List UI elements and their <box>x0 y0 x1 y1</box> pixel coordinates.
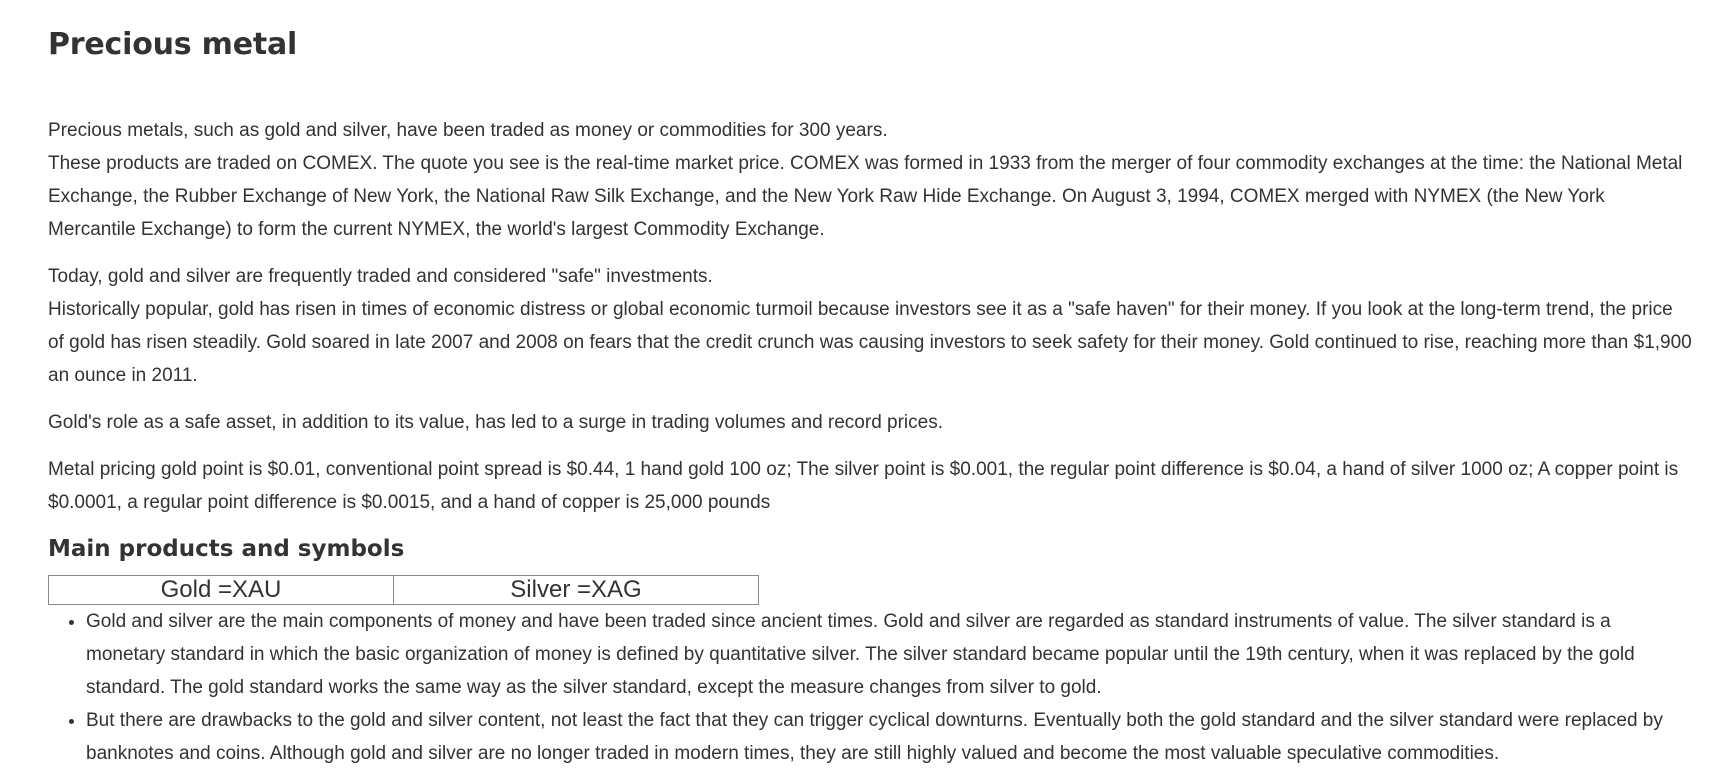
safe-asset-paragraph: Gold's role as a safe asset, in addition to its value, has led to a surge in trading volumes and record prices. <box>48 412 944 433</box>
list-item: • But there are drawbacks to the gold and silver content, not least the fact that they can trigger cyclical downturns. Eventually both the gold standard and the silver standard were replaced by banknotes and coins. Although gold and silver are no longer traded in modern times, they are still highly valued and become the most valuable speculative commodities. <box>86 704 1692 770</box>
list-item: • Gold and silver are the main components of money and have been traded since ancient times. Gold and silver are regarded as standard instruments of value. The silver standard is a monetary standard in which the basic organization of money is defined by quantitative silver. The silver standard became popular until the 19th century, when it was replaced by the gold standard. The gold standard works the same way as the silver standard, except the measure changes from silver to gold. <box>86 605 1692 704</box>
symbols-table <box>48 575 759 605</box>
gold-symbol-cell: Gold =XAU <box>49 576 394 605</box>
today-paragraph-2: Historically popular, gold has risen in times of economic distress or global economic turmoil because investors see it as a "safe haven" for their money. If you look at the long-term trend, the price of gold has risen steadily. Gold soared in late 2007 and 2008 on fears that the credit crunch was causing investors to seek safety for their money. Gold continued to rise, reaching more than $1,900 an ounce in 2011. <box>48 299 1692 386</box>
page-title: Precious metal <box>48 27 298 62</box>
silver-symbol-cell: Silver =XAG <box>394 576 759 605</box>
intro-paragraph-2: These products are traded on COMEX. The quote you see is the real-time market price. COMEX was formed in 1933 from the merger of four commodity exchanges at the time: the National Metal Exchange, the Rubber Exchange of New York, the National Raw Silk Exchange, and the New York Raw Hide Exchange. On August 3, 1994, COMEX merged with NYMEX (the New York Mercantile Exchange) to form the current NYMEX, the world's largest Commodity Exchange. <box>48 153 1683 240</box>
intro-paragraph-1: Precious metals, such as gold and silver, have been traded as money or commodities for 300 years. <box>48 120 888 141</box>
table-row <box>49 576 759 605</box>
pricing-paragraph: Metal pricing gold point is $0.01, conventional point spread is $0.44, 1 hand gold 100 oz; The silver point is $0.001, the regular point difference is $0.04, a hand of silver 1000 oz; A copper point is $0.0001, a regular point difference is $0.0015, and a hand of copper is 25,000 pounds <box>48 459 1679 513</box>
products-heading: Main products and symbols <box>48 536 405 562</box>
today-paragraph-1: Today, gold and silver are frequently traded and considered "safe" investments. <box>48 266 713 287</box>
history-list <box>48 605 1692 770</box>
